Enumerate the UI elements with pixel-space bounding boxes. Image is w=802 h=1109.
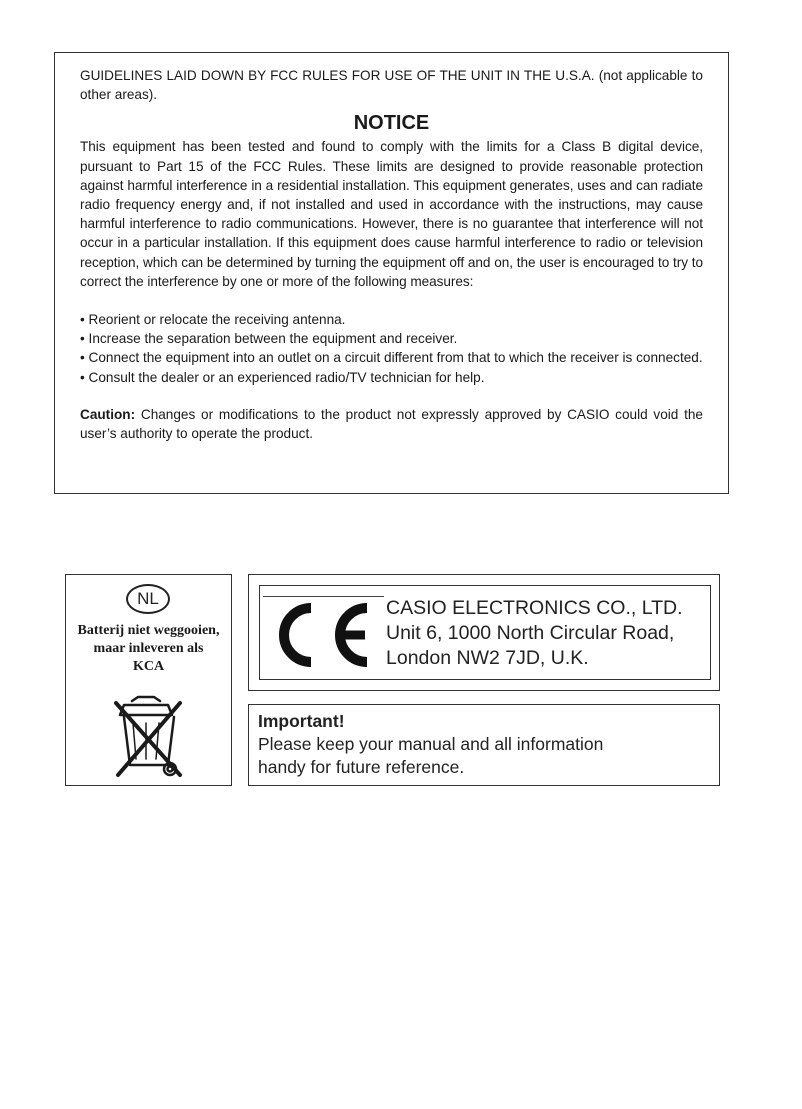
address-line: Unit 6, 1000 North Circular Road,: [386, 622, 675, 644]
nl-battery-notice: [65, 574, 232, 786]
measure-item: • Consult the dealer or an experienced radio/TV technician for help.: [80, 369, 485, 385]
fcc-guidelines-text: GUIDELINES LAID DOWN BY FCC RULES FOR USE OF THE UNIT IN THE U.S.A. (not applicable to other areas).: [80, 68, 703, 103]
address-line: London NW2 7JD, U.K.: [386, 647, 589, 669]
address-line: CASIO ELECTRONICS CO., LTD.: [386, 597, 683, 619]
crossed-out-wheelie-bin-icon: [110, 691, 190, 781]
measure-item: • Connect the equipment into an outlet on a circuit different from that to which the receiver is connected.: [80, 350, 703, 366]
caution-paragraph: [80, 405, 703, 443]
ce-declaration-box: [248, 574, 720, 691]
notice-body-text: This equipment has been tested and found to comply with the limits for a Class B digital device, pursuant to Part 15 of the FCC Rules. These limits are designed to provide reasonable protection against harmful interference in a residential installation. This equipment generates, uses and can radiate radio frequency energy and, if not installed and used in accordance with the instructions, may cause harmful interference to radio communications. However, there is no guarantee that interference will not occur in a particular installation. If this equipment does cause harmful interference to radio or television reception, which can be determined by turning the equipment off and on, the user is encouraged to try to correct the interference by one or more of the following measures:: [80, 139, 703, 289]
notice-title: NOTICE: [353, 112, 430, 135]
nl-text-line: Batterij niet weggooien,: [77, 623, 220, 638]
nl-text-line: maar inleveren als: [93, 641, 204, 656]
measure-item: • Increase the separation between the equipment and receiver.: [80, 331, 458, 347]
measures-list: [80, 310, 703, 387]
important-notice-box: [248, 704, 720, 786]
caution-text: Changes or modifications to the product not expressly approved by CASIO could void the user’s authority to operate the product.: [80, 406, 703, 442]
nl-badge: NL: [126, 584, 170, 614]
ce-inner-frame: [259, 585, 711, 680]
measure-item: • Reorient or relocate the receiving antenna.: [80, 312, 346, 328]
fcc-notice-box: [54, 52, 729, 494]
important-text-line: Please keep your manual and all information: [258, 734, 604, 754]
nl-battery-text: [66, 622, 231, 676]
important-title: Important!: [258, 711, 345, 731]
nl-text-line: KCA: [132, 659, 165, 674]
ce-company-address: [386, 596, 683, 671]
caution-label: Caution:: [80, 406, 136, 422]
ce-divider-line: [263, 596, 384, 597]
important-text-line: handy for future reference.: [258, 757, 465, 777]
ce-mark-icon: [265, 600, 375, 670]
